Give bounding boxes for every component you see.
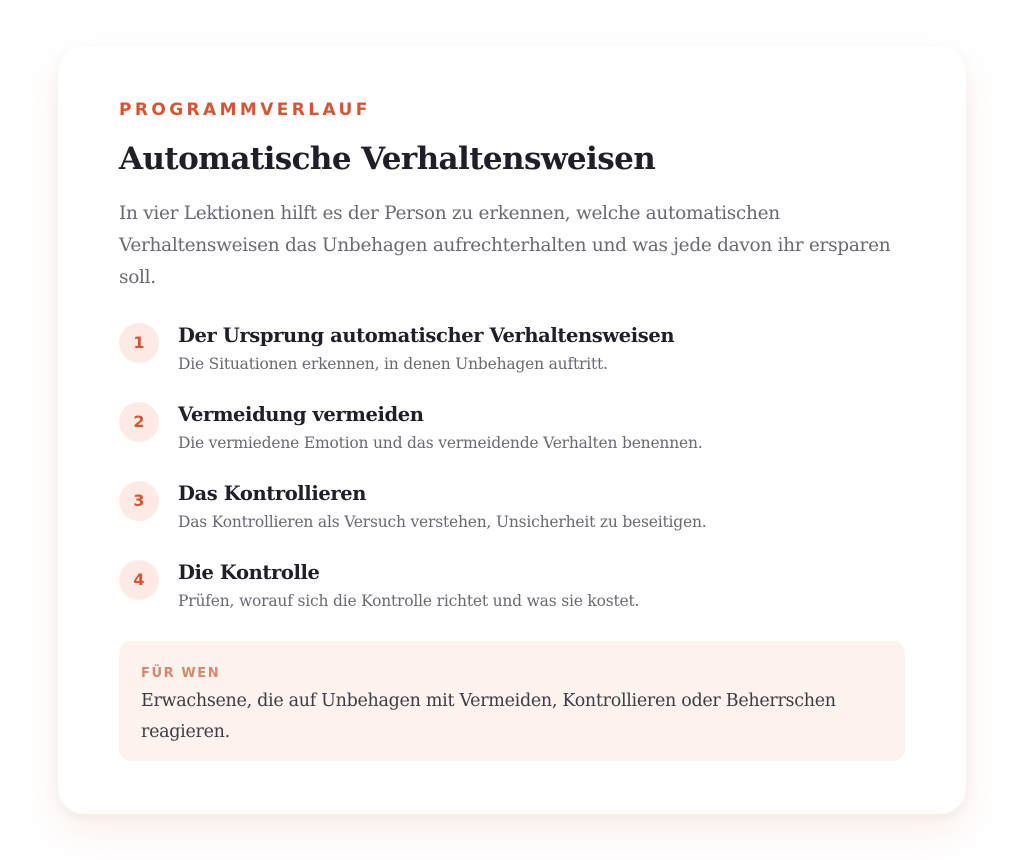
lesson-list — [119, 323, 909, 639]
lesson-title: Vermeidung vermeiden — [178, 403, 424, 426]
lesson-description: Prüfen, worauf sich die Kontrolle richtet und was sie kostet. — [178, 592, 640, 610]
lesson-item-2 — [119, 402, 909, 481]
lesson-item-3 — [119, 481, 909, 560]
lesson-description: Die Situationen erkennen, in denen Unbehagen auftritt. — [178, 355, 608, 373]
lesson-number-badge: 4 — [119, 560, 159, 600]
lesson-item-1 — [119, 323, 909, 402]
lesson-title: Das Kontrollieren — [178, 482, 366, 505]
lesson-description: Die vermiedene Emotion und das vermeidende Verhalten benennen. — [178, 434, 703, 452]
lesson-number-badge: 1 — [119, 323, 159, 363]
lesson-number-badge: 3 — [119, 481, 159, 521]
section-eyebrow: PROGRAMMVERLAUF — [119, 100, 371, 120]
lesson-item-4 — [119, 560, 909, 639]
audience-text: Erwachsene, die auf Unbehagen mit Vermeiden, Kontrollieren oder Beherrschen reagieren. — [141, 691, 836, 742]
intro-text: In vier Lektionen hilft es der Person zu erkennen, welche automatischen Verhaltensweisen das Unbehagen aufrechterhalten und was jede davon ihr ersparen soll. — [119, 203, 891, 288]
lesson-title: Der Ursprung automatischer Verhaltensweisen — [178, 324, 675, 347]
lesson-title: Die Kontrolle — [178, 561, 320, 584]
lesson-description: Das Kontrollieren als Versuch verstehen, Unsicherheit zu beseitigen. — [178, 513, 707, 531]
audience-box — [119, 641, 905, 761]
page-title: Automatische Verhaltensweisen — [119, 141, 656, 177]
program-card — [58, 46, 966, 814]
audience-label: FÜR WEN — [141, 666, 221, 681]
lesson-number-badge: 2 — [119, 402, 159, 442]
